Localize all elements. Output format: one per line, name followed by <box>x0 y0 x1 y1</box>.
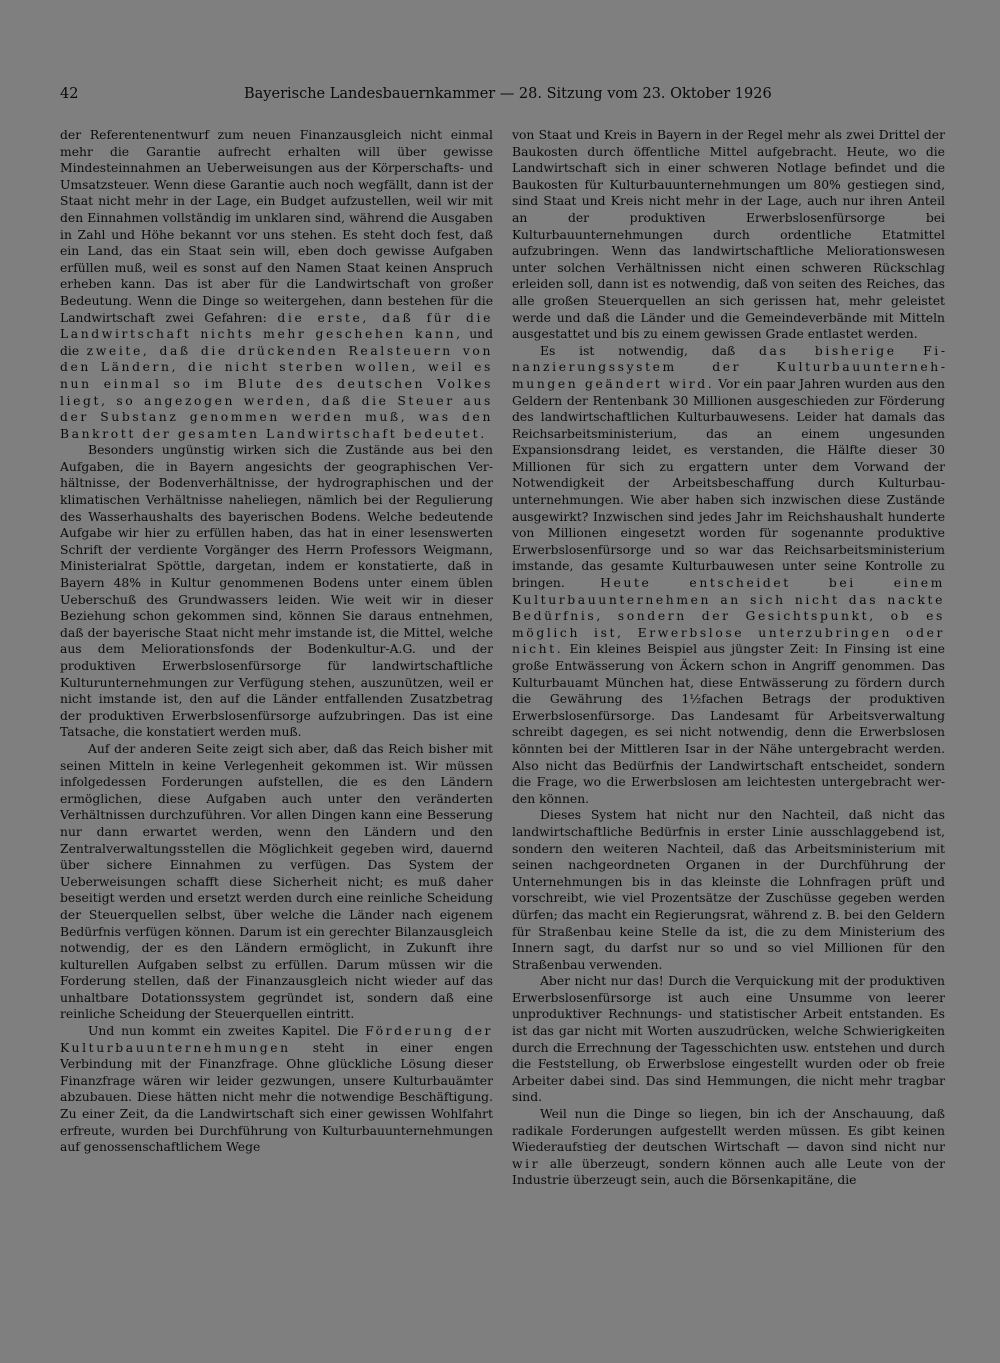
text-run: steht in einer engen Verbindung mit der Finanzfrage. Ohne glückliche Lösung dieser Finanzfrage wären wir leider gezwungen, unsere Kulturbauämter abzubauen. Diese hätten nicht mehr die notwendige Beschäftigung. Zu einer Zeit, da die Landwirtschaft sich einer gewissen Wohlfahrt erfreute, wurden bei Durchführung von Kulturbauunternehmungen auf genossenschaftlichem Wege <box>60 1040 493 1155</box>
paragraph: Besonders ungünstig wirken sich die Zustände aus bei den Aufgaben, die in Bayern angesichts der geographischen Verhältnisse, der Bodenverhältnisse, der hydrographischen und der klimatischen Verhältnisse naheliegen, nämlich bei der Regulierung des Wasserhaushalts des bayerischen Bodens. Welche bedeutende Aufgabe wir hier zu erfüllen haben, das hat in einer lesenswerten Schrift der verdiente Vorgänger des Herrn Professors Weigmann, Ministerialrat Spöttle, dargetan, indem er konstatierte, daß in Bayern 48% in Kultur genommenen Bodens unter einem üblen Ueberschuß des Grundwassers leiden. Wie weit wir in dieser Beziehung schon gekommen sind, können Sie daraus entnehmen, daß der bayerische Staat nicht mehr imstande ist, die Mittel, welche aus dem Meliorationsfonds der Bodenkultur-A.G. und der produktiven Erwerbslosenfürsorge für landwirtschaftliche Kulturunternehmungen zur Verfügung stehen, auszunützen, weil er nicht imstande ist, den auf die Länder entfallenden Zusatzbetrag der produktiven Erwerbslosenfürsorge aufzubringen. Das ist eine Tatsache, die konstatiert werden muß. <box>60 443 493 740</box>
paragraph: Dieses System hat nicht nur den Nachteil, daß nicht das landwirtschaftliche Bedürfnis in erster Linie ausschlaggebend ist, sondern den weiteren Nachteil, daß das Arbeitsministerium mit seinen nachgeordneten Organen in der Durchführung der Unternehmungen bis in das kleinste die Lohnfragen prüft und vorschreibt, wie viel Prozentsätze der Zuschüsse gegeben werden dürfen; das macht ein Regierungsrat, während z. B. bei den Geldern für Straßenbau keine Stelle da ist, die zu dem Ministerium des Innern sagt, du darfst nur so und so viel Millionen für den Straßenbau verwenden. <box>512 808 945 972</box>
text-run: Weil nun die Dinge so liegen, bin ich der Anschauung, daß radikale Forderungen aufgestellt werden müssen. Es gibt keinen Wiederaufstieg der deutschen Wirtschaft — davon sind nicht nur <box>512 1107 945 1155</box>
text-run: alle überzeugt, sondern können auch alle Leute von der Industrie überzeugt sein, auch die Börsenkapitäne, die <box>512 1156 945 1188</box>
spaced-emphasis: Heute entscheidet bei einem Kulturbauunternehmen an sich nicht das nackte Bedürfnis, sondern der Gesichtspunkt, ob es möglich ist, Erwerbslose unterzubringen oder nicht. <box>512 576 945 657</box>
paragraph: von Staat und Kreis in Bayern in der Regel mehr als zwei Drittel der Baukosten durch öffentliche Mittel aufgebracht. Heute, wo die Landwirtschaft sich in einer schweren Notlage befindet und die Baukosten für Kulturbauunternehmungen um 80% gestiegen sind, sind Staat und Kreis nicht mehr in der Lage, auch nur ihren Anteil an der produktiven Erwerbslosenfürsorge bei Kulturbauunternehmungen durch ordentliche Etatmittel aufzubringen. Wenn das landwirtschaftliche Meliorationswesen unter solchen Verhältnissen nicht einen schweren Rückschlag erleiden soll, dann ist es notwendig, daß von seiten des Reiches, das alle großen Steuerquellen an sich gerissen hat, mehr geleistet werde und daß die Länder und die Gemeindeverbände mit Mitteln ausgestattet und bis zu einem gewissen Grade entlastet werden. <box>512 128 945 342</box>
paragraph: Aber nicht nur das! Durch die Verquickung mit der produktiven Erwerbslosenfürsorge ist auch eine Unsumme von leerer unproduktiver Rechnungs- und statistischer Arbeit entstanden. Es ist das gar nicht mit Worten auszudrücken, welche Schwierigkeiten durch die Errechnung der Tagesschichten usw. entstehen und durch die Feststellung, ob Erwerbslose eingestellt wurden oder ob freie Arbeiter dabei sind. Das sind Hemmungen, die nicht mehr tragbar sind. <box>512 974 945 1105</box>
running-title: Bayerische Landesbauernkammer — 28. Sitzung vom 23. Oktober 1926 <box>244 86 772 102</box>
paragraph <box>512 343 945 808</box>
spaced-emphasis: das bisherige Finanzierungssystem der Kulturbauunternehmungen geändert wird. <box>512 343 945 391</box>
text-run: Ein kleines Beispiel aus jüngster Zeit: In Finsing ist eine große Entwässerung von Äckern schon in Angriff genommen. Das Kulturbauamt München hat, diese Entwässerung zu fördern durch die Gewährung des 1½fachen Betrags der produktiven Erwerbslosenfürsorge. Das Landesamt für Arbeitsverwaltung schreibt dagegen, es sei nicht notwendig, denn die Erwerbslosen könnten bei der Mittleren Isar in der Nähe untergebracht werden. Also nicht das Bedürfnis der Landwirtschaft entscheidet, sondern die Frage, wo die Erwerbslosen am leichtesten untergebracht werden können. <box>512 642 945 806</box>
text-run: und die <box>60 327 493 358</box>
spaced-emphasis: Förderung der Kulturbauunternehmungen <box>60 1024 493 1055</box>
text-run: Es ist notwendig, daß <box>540 343 736 358</box>
paragraph: Auf der anderen Seite zeigt sich aber, daß das Reich bisher mit seinen Mitteln in keine Verlegenheit gekommen ist. Wir müssen infolgedessen Forderungen aufstellen, die es den Ländern ermöglichen, diese Aufgaben auch unter den veränderten Verhältnissen durchzuführen. Vor allen Dingen kann eine Besserung nur dann erwartet werden, wenn den Ländern und den Zentralverwaltungsstellen die Möglichkeit gegeben wird, dauernd über sichere Einnahmen zu verfügen. Das System der Ueberweisungen schafft diese Sicherheit nicht; es muß daher beseitigt werden und ersetzt werden durch eine reinliche Scheidung der Steuerquellen selbst, über welche die Länder nach eigenem Bedürfnis verfügen können. Darum ist ein gerechter Bilanzausgleich notwendig, der es den Ländern ermöglicht, in Zukunft ihre kulturellen Aufgaben selbst zu erfüllen. Darum müssen wir die Forderung stellen, daß der Finanzausgleich nicht wieder auf das unhaltbare Dotationssystem gegründet ist, sondern daß eine reinliche Scheidung der Steuerquellen eintritt. <box>60 741 493 1022</box>
text-run: Vor ein paar Jahren wurden aus den Geldern der Rentenbank 30 Millionen ausgeschieden zur Förderung des landwirtschaftlichen Kulturbauwesens. Leider hat damals das Reichsarbeitsministerium, das an einem ungesunden Expansionsdrang leidet, es verstanden, die Hälfte dieser 30 Millionen für sich zu ergattern unter dem Vorwand der Notwendigkeit der Arbeitsbeschaffung durch Kulturbauunternehmungen. Wie aber haben sich inzwischen diese Zustände ausgewirkt? Inzwischen sind jedes Jahr im Reichshaushalt hunderte von Millionen eingesetzt worden für sogenannte produktive Erwerbslosenfürsorge und so war das Reichsarbeitsministerium imstande, das gesamte Kulturbauwesen unter seine Kontrolle zu bringen. <box>512 376 945 591</box>
text-run: der Referentenentwurf zum neuen Finanzausgleich nicht einmal mehr die Garantie aufrecht erhalten will über gewisse Mindesteinnahmen an Ueberweisungen aus der Körperschafts- und Umsatzsteuer. Wenn diese Garantie auch noch wegfällt, dann ist der Staat nicht mehr in der Lage, ein Budget aufzustellen, weil wir mit den Einnahmen vollständig im unklaren sind, während die Ausgaben in Zahl und Höhe bekannt vor uns stehen. Es steht doch fest, daß ein Land, das ein Staat sein will, eben doch gewisse Aufgaben erfüllen muß, weil es sonst auf den Namen Staat keinen Anspruch erheben kann. Das ist aber für die Landwirtschaft von großer Bedeutung. Wenn die Dinge so weitergehen, dann bestehen für die Landwirtschaft zwei Gefahren: <box>60 128 493 325</box>
spaced-emphasis: zweite, daß die drückenden Realsteuern von den Ländern, die nicht sterben wollen, weil es nun einmal so im Blute des deutschen Volkes liegt, so angezogen werden, daß die Steuer aus der Substanz genommen werden muß, was den Bankrott der gesamten Landwirtschaft bedeutet. <box>60 343 493 441</box>
paragraph <box>60 1023 493 1156</box>
paragraph <box>60 127 493 442</box>
left-column <box>60 127 493 1156</box>
page-header <box>60 86 940 108</box>
text-run: Und nun kommt ein zweites Kapitel. Die <box>88 1024 359 1039</box>
spaced-emphasis: die erste, daß für die Landwirtschaft nichts mehr geschehen kann, <box>60 310 493 342</box>
spaced-emphasis: wir <box>512 1156 541 1171</box>
paragraph <box>512 1106 945 1189</box>
right-column <box>512 127 945 1189</box>
page-number: 42 <box>60 86 79 102</box>
